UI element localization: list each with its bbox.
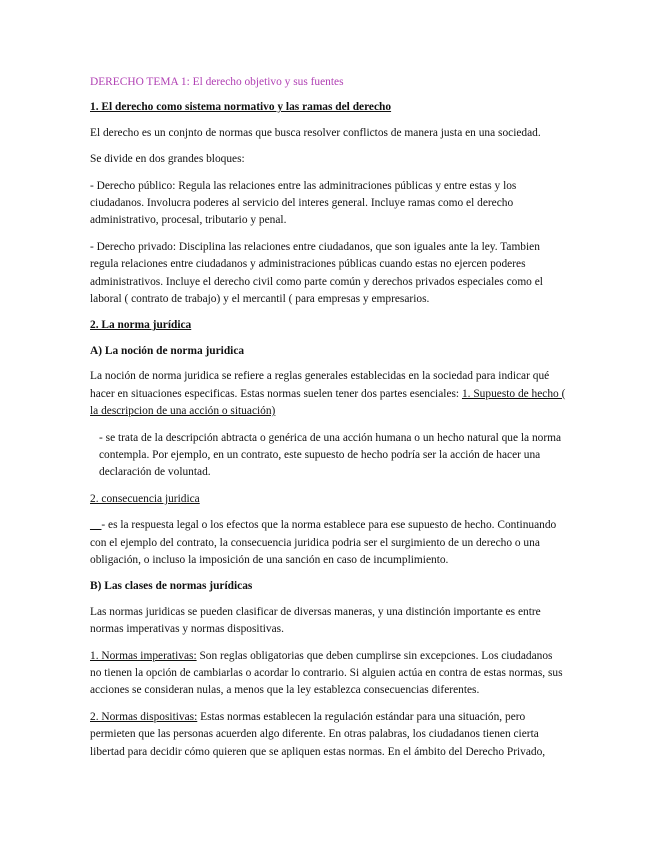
paragraph-definition: El derecho es un conjnto de normas que busca resolver conflictos de manera justa en una sociedad. [90, 126, 541, 139]
paragraph-classification: Las normas juridicas se pueden clasificar de diversas maneras, y una distinción importante es entre normas imperativas y normas dispositivas. [90, 605, 541, 636]
paragraph-public-law: - Derecho público: Regula las relaciones entre las adminitraciones públicas y entre estas y los ciudadanos. Involucra poderes al servicio del interes general. Incluye ramas como el derecho administrativo, procesal, tributario y penal. [90, 179, 517, 227]
paragraph-norm-notion [90, 368, 566, 420]
paragraph-dispositivas [90, 709, 566, 761]
paragraph-imperativas [90, 648, 566, 700]
document-title: DERECHO TEMA 1: El derecho objetivo y sus fuentes [90, 76, 344, 88]
dispositivas-label: 2. Normas dispositivas: [90, 710, 198, 723]
imperativas-label: 1. Normas imperativas: [90, 649, 197, 662]
norm-notion-text: La noción de norma juridica se refiere a reglas generales establecidas en la sociedad para indicar qué hacer en situaciones especificas. Estas normas suelen tener dos partes esenciales: [90, 370, 550, 400]
blank-marker: __ [90, 519, 102, 532]
consecuencia-juridica-label: 2. consecuencia juridica [90, 492, 200, 505]
paragraph-consecuencia-description [90, 517, 566, 569]
subsection-a-heading: A) La noción de norma juridica [90, 344, 245, 357]
subsection-b-heading: B) Las clases de normas jurídicas [90, 580, 253, 593]
section-1-heading: 1. El derecho como sistema normativo y las ramas del derecho [90, 101, 392, 114]
consecuencia-text: - es la respuesta legal o los efectos que la norma establece para ese supuesto de hecho. Continuando con el ejemplo del contrato, la consecuencia juridica podria ser el surgimiento de un derecho o una obligación, o incluso la imposición de una sanción en caso de incumplimiento. [90, 519, 557, 566]
paragraph-supuesto-description: - se trata de la descripción abtracta o genérica de una acción humana o un hecho natural que la norma contempla. Por ejemplo, en un contrato, este supuesto de hecho podría ser la acción de hacer una declaración de voluntad. [99, 431, 562, 479]
paragraph-blocks-intro: Se divide en dos grandes bloques: [90, 153, 245, 166]
section-2-heading: 2. La norma jurídica [90, 319, 192, 332]
supuesto-de-hecho-label: 1. Supuesto de hecho ( la descripcion de una acción o situación) [90, 387, 566, 418]
dispositivas-text: Estas normas establecen la regulación estándar para una situación, pero permieten que las personas acuerden algo diferente. En otras palabras, los ciudadanos tienen cierta libertad para decidir cómo quieren que se apliquen estas normas. En el ámbito del Derecho Privado, [90, 710, 546, 758]
document-page [90, 74, 566, 770]
paragraph-private-law: - Derecho privado: Disciplina las relaciones entre ciudadanos, que son iguales ante la ley. Tambien regula relaciones entre ciudadanos y administraciones públicas cuando estas no ejercen poderes administrativos. Incluye el derecho civil como parte común y derechos privados especiales como el laboral ( contrato de trabajo) y el mercantil ( para empresas y empresarios. [90, 240, 543, 306]
imperativas-text: Son reglas obligatorias que deben cumplirse sin excepciones. Los ciudadanos no tienen la opción de cambiarlas o acordar lo contrario. Si alguien actúa en contra de estas normas, sus acciones se consideran nulas, a menos que la ley establezca consecuencias diferentes. [90, 649, 563, 697]
